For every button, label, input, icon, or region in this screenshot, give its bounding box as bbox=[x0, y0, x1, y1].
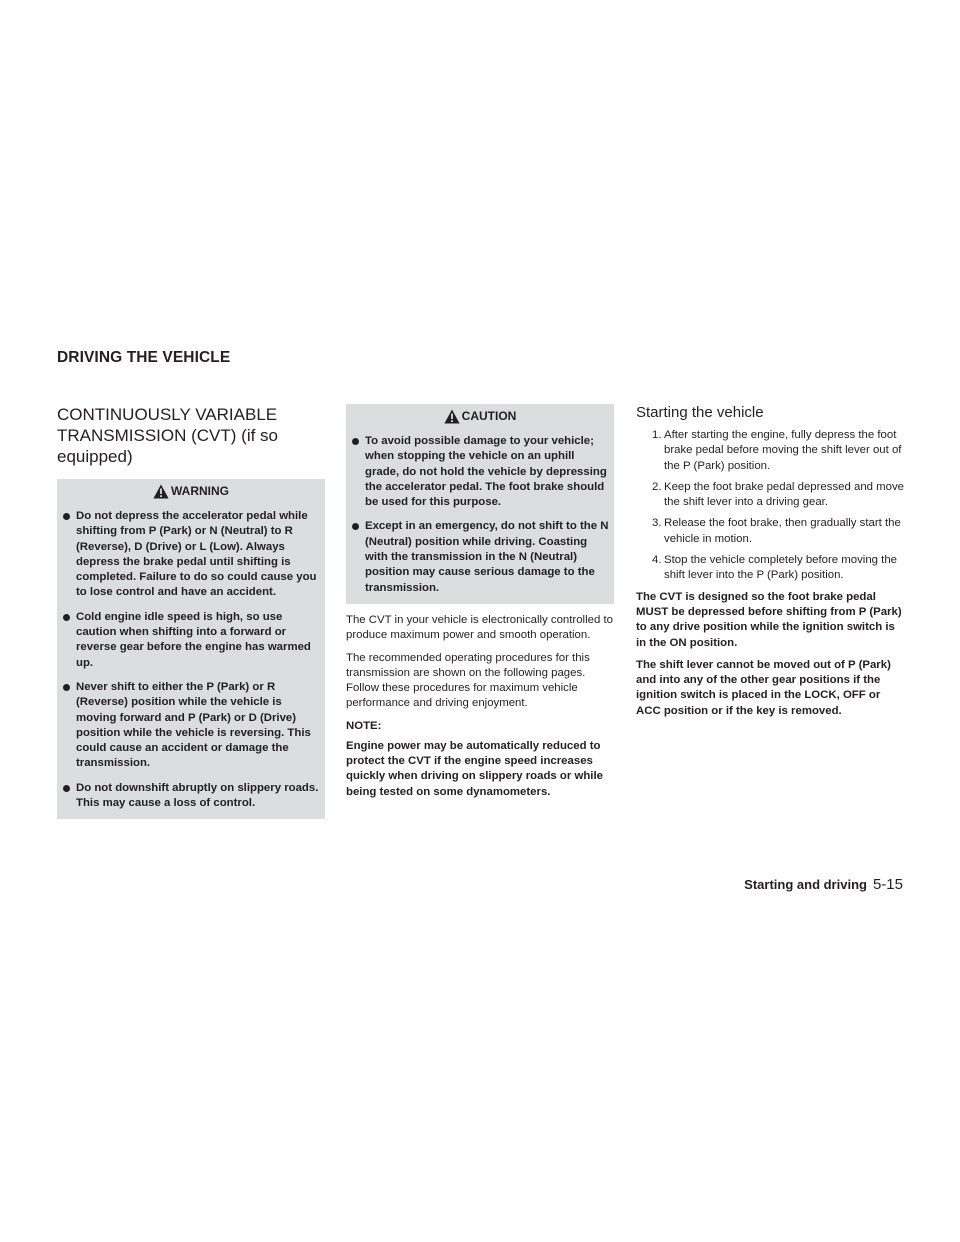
warning-item: Do not downshift abruptly on slippery roads. This may cause a loss of control. bbox=[57, 781, 325, 812]
bullet-icon bbox=[352, 438, 359, 445]
page-footer bbox=[744, 876, 903, 893]
bullet-icon bbox=[63, 785, 70, 792]
caution-title bbox=[346, 406, 614, 426]
body-paragraph: The CVT is designed so the foot brake pedal MUST be depressed before shifting from P (Park) to any drive position while the ignition switch is in the ON position. bbox=[636, 590, 902, 649]
chapter-title: Starting and driving bbox=[744, 877, 867, 892]
body-paragraph: The shift lever cannot be moved out of P (Park) and into any of the other gear positions if the ignition switch is placed in the LOCK, OFF or ACC position or if the key is removed. bbox=[636, 658, 891, 717]
bullet-icon bbox=[63, 614, 70, 621]
bullet-icon bbox=[63, 684, 70, 691]
bullet-icon bbox=[352, 523, 359, 530]
column-right bbox=[636, 404, 904, 726]
step-item: 4. Stop the vehicle completely before moving the shift lever into the P (Park) position. bbox=[652, 554, 898, 582]
body-paragraph: The CVT in your vehicle is electronically controlled to produce maximum power and smooth operation. bbox=[346, 613, 613, 642]
warning-triangle-icon bbox=[153, 484, 169, 499]
caution-box bbox=[346, 404, 614, 604]
page-number: 5-15 bbox=[872, 876, 903, 893]
steps-list bbox=[636, 428, 904, 584]
step-item: 2. Keep the foot brake pedal depressed and move the shift lever into a driving gear. bbox=[652, 480, 905, 509]
note-text: Engine power may be automatically reduced to protect the CVT if the engine speed increases quickly when driving on slippery roads or while being tested on some dynamometers. bbox=[346, 739, 603, 798]
warning-box bbox=[57, 479, 325, 819]
warning-item: Never shift to either the P (Park) or R (Reverse) position while the vehicle is moving forward and P (Park) or D (Drive) position while the vehicle is reversing. This could cause an accident or damage the transmission. bbox=[57, 680, 325, 772]
warning-item: Cold engine idle speed is high, so use caution when shifting into a forward or reverse gear before the engine has warmed up. bbox=[57, 610, 325, 671]
caution-item: Except in an emergency, do not shift to the N (Neutral) position while driving. Coasting with the transmission in the N (Neutral) position may cause serious damage to the transmission. bbox=[346, 519, 614, 595]
warning-title bbox=[57, 481, 325, 501]
step-item: 1. After starting the engine, fully depress the foot brake pedal before moving the shift lever out of the P (Park) position. bbox=[652, 429, 902, 472]
caution-item: To avoid possible damage to your vehicle; when stopping the vehicle on an uphill grade, do not hold the vehicle by depressing the accelerator pedal. The foot brake should be used for this purpose. bbox=[346, 434, 614, 510]
sub-heading: Starting the vehicle bbox=[636, 404, 764, 421]
warning-item: Do not depress the accelerator pedal while shifting from P (Park) or N (Neutral) to R (Reverse), D (Drive) or L (Low). Always depress the brake pedal until shifting is completed. Failure to do so could cause you to lose control and have an accident. bbox=[57, 509, 325, 601]
section-header: DRIVING THE VEHICLE bbox=[57, 349, 231, 366]
column-left bbox=[57, 404, 325, 819]
warning-title-text: WARNING bbox=[171, 484, 229, 498]
caution-title-text: CAUTION bbox=[461, 409, 517, 423]
bullet-icon bbox=[63, 513, 70, 520]
main-heading: CONTINUOUSLY VARIABLE TRANSMISSION (CVT) (if so equipped) bbox=[57, 405, 279, 466]
column-middle bbox=[346, 404, 614, 807]
step-item: 3. Release the foot brake, then gradually start the vehicle in motion. bbox=[652, 517, 901, 545]
note-label: NOTE: bbox=[346, 719, 382, 732]
body-paragraph: The recommended operating procedures for this transmission are shown on the following pages. Follow these procedures for maximum vehicle performance and driving enjoyment. bbox=[346, 651, 590, 710]
caution-triangle-icon bbox=[444, 409, 460, 424]
